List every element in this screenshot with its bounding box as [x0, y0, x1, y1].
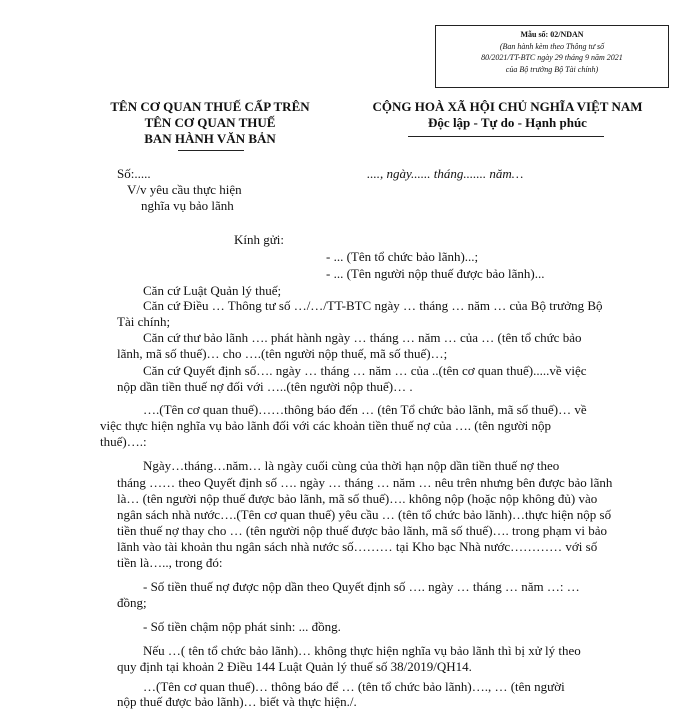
superior-agency-name: TÊN CƠ QUAN THUẾ CẤP TRÊN	[110, 99, 310, 114]
subject-line1: V/v yêu cầu thực hiện	[127, 182, 242, 197]
form-note-line2: 80/2021/TT-BTC ngày 29 tháng 9 năm 2021	[481, 53, 623, 62]
agency-name: TÊN CƠ QUAN THUẾ	[144, 115, 276, 130]
notice-line2: việc thực hiện nghĩa vụ bảo lãnh đối với các khoản tiền thuế nợ của …. (tên người nộp	[100, 418, 551, 433]
subject-line2: nghĩa vụ bảo lãnh	[141, 198, 234, 213]
closing-line1: …(Tên cơ quan thuế)… thông báo để … (tên tổ chức bảo lãnh)…., … (tên người	[143, 679, 565, 694]
left-header-underline	[178, 150, 244, 151]
penalty-line1: Nếu …( tên tổ chức bảo lãnh)… không thực hiện nghĩa vụ bảo lãnh thì bị xử lý theo	[143, 643, 581, 658]
notice-line3: thuế)….:	[100, 434, 147, 449]
issuing-agency-header	[90, 99, 330, 147]
notice-line1: ….(Tên cơ quan thuế)……thông báo đến … (tên Tổ chức bảo lãnh, mã số thuế)… về	[143, 402, 587, 417]
closing-line2: nộp thuế được bảo lãnh)… biết và thực hiện./.	[117, 694, 357, 709]
bullet-late-payment: - Số tiền chậm nộp phát sinh: ... đồng.	[143, 619, 341, 634]
issuing-unit: BAN HÀNH VĂN BẢN	[144, 131, 276, 146]
national-title: CỘNG HOÀ XÃ HỘI CHỦ NGHĨA VIỆT NAM	[372, 99, 643, 114]
national-motto: Độc lập - Tự do - Hạnh phúc	[428, 115, 587, 130]
recipient-guarantor: - ... (Tên tổ chức bảo lãnh)...;	[326, 249, 479, 264]
deadline-line2: tháng …… theo Quyết định số …. ngày … tháng … năm … nêu trên nhưng bên được bảo lãnh	[117, 475, 613, 490]
salutation: Kính gửi:	[234, 232, 285, 247]
deadline-line6: lãnh vào tài khoản thu ngân sách nhà nước số……… tại Kho bạc Nhà nước………… với số	[117, 539, 598, 554]
deadline-line7: tiền là….., trong đó:	[117, 555, 223, 570]
form-code: Mẫu số: 02/NDAN	[520, 30, 584, 39]
deadline-line4: ngân sách nhà nước….(Tên cơ quan thuế) yêu cầu … (tên tổ chức bảo lãnh)…thực hiện nộp số	[117, 507, 612, 522]
date-line: ...., ngày...... tháng....... năm…	[367, 166, 524, 181]
deadline-line5: tiền thuế nợ thay cho … (tên người nộp thuế được bảo lãnh, mã số thuế)…. trong phạm vi bảo	[117, 523, 607, 538]
form-note-line3: của Bộ trưởng Bộ Tài chính)	[505, 64, 599, 74]
bullet-tax-debt-line2: đồng;	[117, 595, 147, 610]
basis-circular-line1: Căn cứ Điều … Thông tư số …/…/TT-BTC ngày … tháng … năm … của Bộ trưởng Bộ	[143, 298, 603, 313]
deadline-line1: Ngày…tháng…năm… là ngày cuối cùng của thời hạn nộp dần tiền thuế nợ theo	[143, 458, 560, 473]
right-header-underline	[408, 136, 604, 137]
national-header	[330, 99, 685, 131]
form-number-box	[435, 25, 669, 88]
basis-decision-line1: Căn cứ Quyết định số…. ngày … tháng … năm … của ..(tên cơ quan thuế).....về việc	[143, 363, 587, 378]
penalty-line2: quy định tại khoản 2 Điều 144 Luật Quản lý thuế số 38/2019/QH14.	[117, 659, 472, 674]
basis-tax-law: Căn cứ Luật Quản lý thuế;	[143, 283, 282, 298]
deadline-line3: là… (tên người nộp thuế được bảo lãnh, mã số thuế)…. không nộp (hoặc nộp không đủ) vào	[117, 491, 598, 506]
document-number: Số:.....	[117, 166, 151, 181]
basis-circular-line2: Tài chính;	[117, 314, 171, 329]
recipient-taxpayer: - ... (Tên người nộp thuế được bảo lãnh)...	[326, 266, 545, 281]
bullet-tax-debt-line1: - Số tiền thuế nợ được nộp dần theo Quyết định số …. ngày … tháng … năm …: …	[143, 579, 580, 594]
basis-decision-line2: nộp dần tiền thuế nợ đối với …..(tên người nộp thuế)… .	[117, 379, 413, 394]
basis-guarantee-line2: lãnh, mã số thuế)… cho ….(tên người nộp thuế, mã số thuế)…;	[117, 346, 448, 361]
form-note-line1: (Ban hành kèm theo Thông tư số	[499, 41, 605, 51]
basis-guarantee-line1: Căn cứ thư bảo lãnh …. phát hành ngày … tháng … năm … của … (tên tổ chức bảo	[143, 330, 582, 345]
